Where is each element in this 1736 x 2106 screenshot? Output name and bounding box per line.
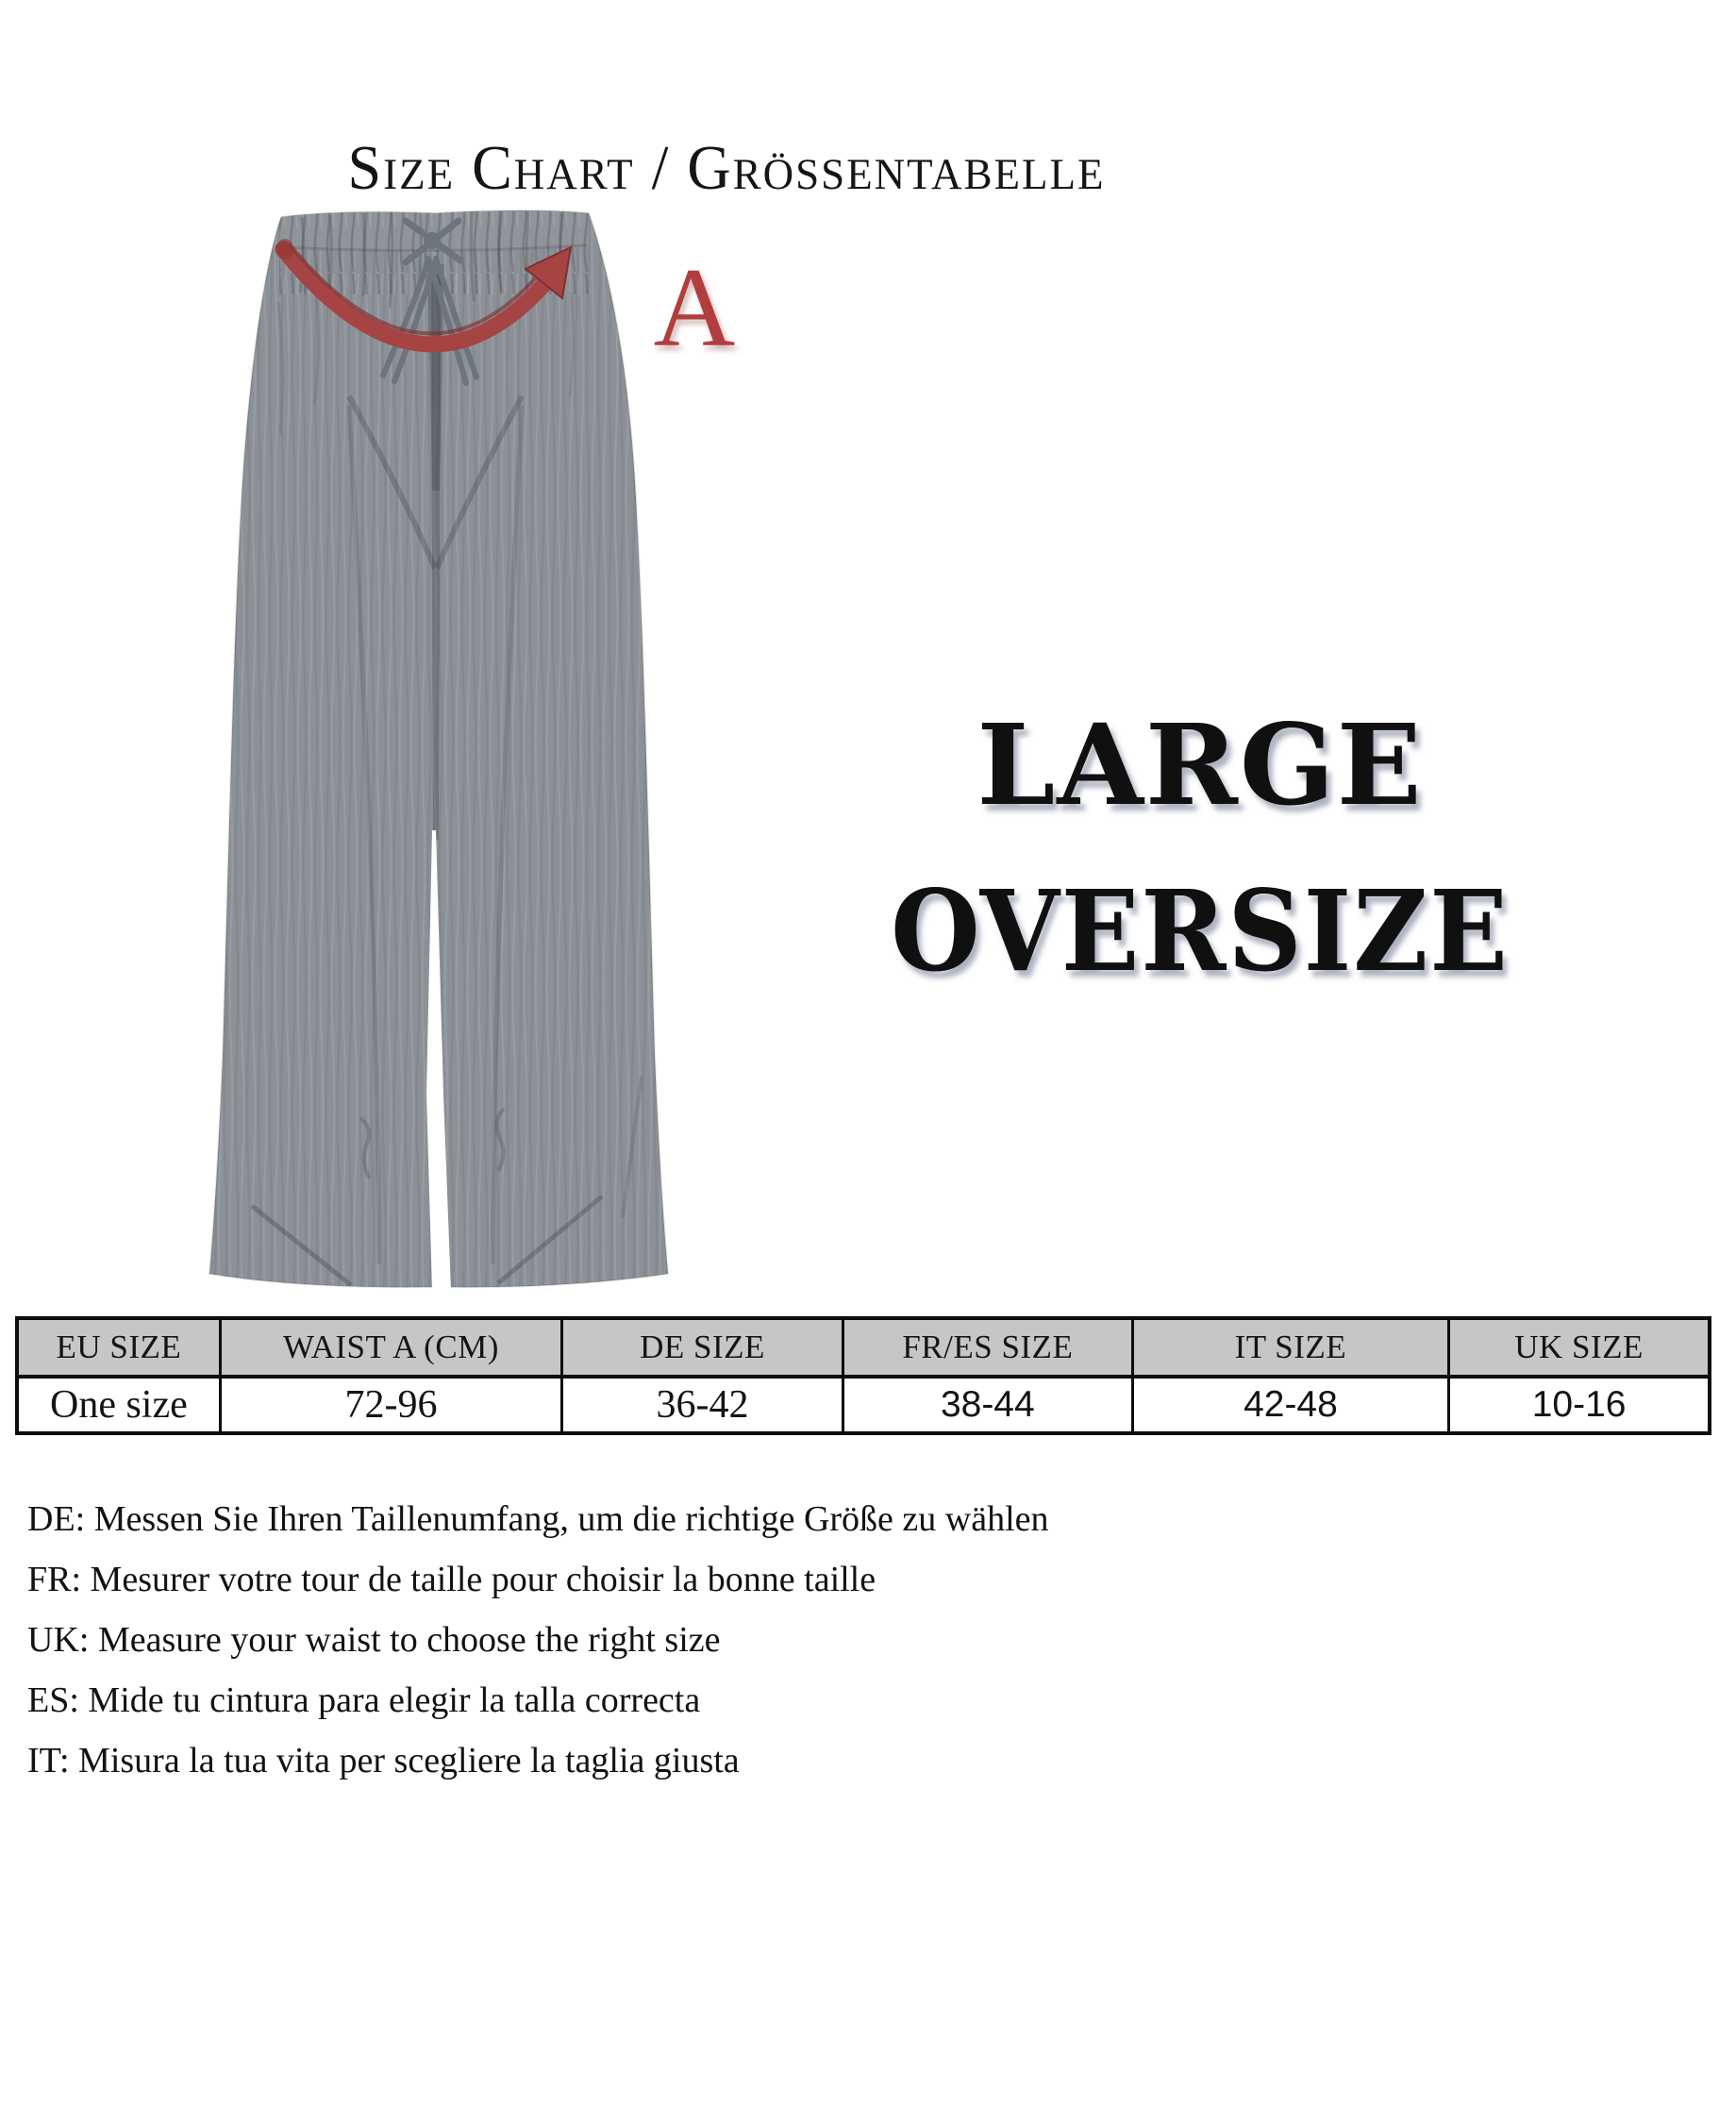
size-table-value-row (17, 1377, 1710, 1433)
value-fres-size: 38-44 (843, 1377, 1132, 1433)
instruction-fr: FR: Mesurer votre tour de taille pour choisir la bonne taille (27, 1560, 876, 1599)
pants-body (189, 189, 679, 1293)
badge-oversize: OVERSIZE (891, 865, 1510, 996)
pants-illustration (189, 189, 679, 1293)
value-uk-size: 10-16 (1449, 1377, 1710, 1433)
pants-svg (189, 189, 679, 1293)
header-de-size: DE SIZE (562, 1318, 843, 1377)
header-uk-size: UK SIZE (1449, 1318, 1710, 1377)
value-waist-a: 72-96 (220, 1377, 561, 1433)
instructions-block (27, 1489, 1688, 1791)
header-waist-a: WAIST A (CM) (220, 1318, 561, 1377)
instruction-es: ES: Mide tu cintura para elegir la talla correcta (27, 1680, 701, 1720)
instruction-de: DE: Messen Sie Ihren Taillenumfang, um die richtige Größe zu wählen (27, 1499, 1049, 1539)
size-table (15, 1316, 1711, 1435)
value-eu-size: One size (17, 1377, 220, 1433)
value-it-size: 42-48 (1132, 1377, 1448, 1433)
header-eu-size: EU SIZE (17, 1318, 220, 1377)
badge-large: LARGE (976, 699, 1424, 830)
page-title: Size Chart / Grössentabelle (347, 132, 1106, 203)
size-table-header-row (17, 1318, 1710, 1377)
value-de-size: 36-42 (562, 1377, 843, 1433)
instruction-it: IT: Misura la tua vita per scegliere la taglia giusta (27, 1741, 740, 1780)
measure-label-a: A (653, 244, 736, 370)
instruction-uk: UK: Measure your waist to choose the right size (27, 1620, 721, 1660)
header-fres-size: FR/ES SIZE (843, 1318, 1132, 1377)
header-it-size: IT SIZE (1132, 1318, 1448, 1377)
